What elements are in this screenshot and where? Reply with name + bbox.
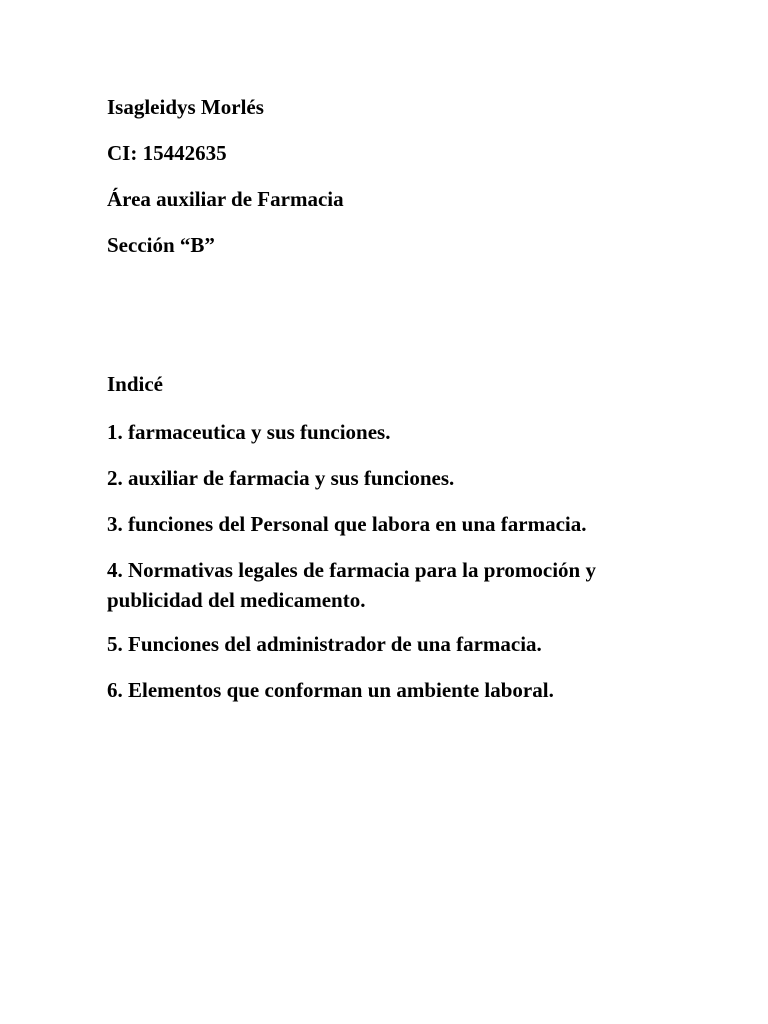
index-item: 1. farmaceutica y sus funciones. bbox=[107, 420, 391, 444]
index-item: 6. Elementos que conforman un ambiente laboral. bbox=[107, 678, 554, 702]
index-item: 2. auxiliar de farmacia y sus funciones. bbox=[107, 466, 455, 490]
index-item: 5. Funciones del administrador de una farmacia. bbox=[107, 632, 542, 656]
index-item: 4. Normativas legales de farmacia para la promoción y publicidad del medicamento. bbox=[107, 558, 596, 612]
section-label: Sección “B” bbox=[107, 233, 215, 257]
study-area: Área auxiliar de Farmacia bbox=[107, 187, 344, 211]
student-id: CI: 15442635 bbox=[107, 141, 227, 165]
index-title: Indicé bbox=[107, 372, 164, 396]
index-item: 3. funciones del Personal que labora en una farmacia. bbox=[107, 512, 587, 536]
student-name: Isagleidys Morlés bbox=[107, 95, 264, 119]
